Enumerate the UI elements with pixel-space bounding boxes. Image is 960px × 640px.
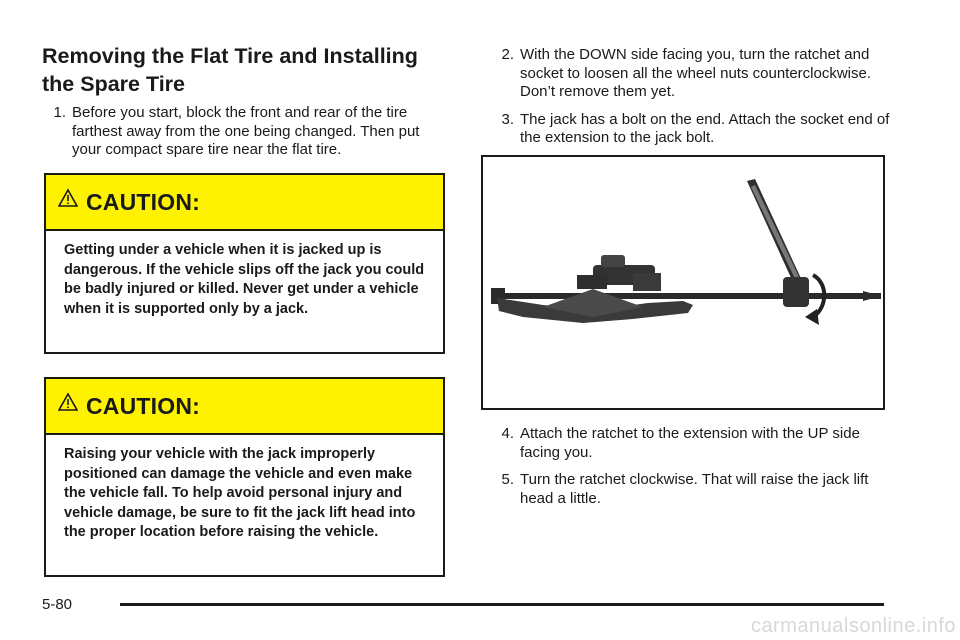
steps-right-column-lower: [490, 425, 890, 517]
step-5: [490, 471, 890, 508]
watermark: carmanualsonline.info: [750, 615, 956, 637]
step-number: 2.: [501, 46, 514, 63]
caution-body: Raising your vehicle with the jack improperly positioned can damage the vehicle and even make the vehicle fall. To help avoid personal injury and vehicle damage, be sure to fit the jack lift head into the proper location before raising the vehicle.: [64, 446, 416, 541]
section-heading: [42, 42, 442, 98]
step-2: [490, 46, 890, 102]
page-number: 5-80: [42, 596, 73, 613]
step-number: 4.: [501, 425, 514, 442]
heading-line-1: Removing the Flat Tire and Installing: [42, 44, 418, 68]
jack-illustration: [481, 155, 885, 410]
step-text: Attach the ratchet to the extension with the UP side facing you.: [520, 425, 860, 461]
caution-title: CAUTION:: [86, 188, 201, 215]
jack-with-ratchet-image: [483, 157, 883, 408]
footer-divider: [120, 603, 884, 606]
warning-icon: [58, 392, 78, 412]
step-text: With the DOWN side facing you, turn the ratchet and socket to loosen all the wheel nuts counterclockwise. Don’t remove them yet.: [520, 46, 872, 100]
caution-title: CAUTION:: [86, 392, 201, 419]
step-number: 3.: [501, 110, 514, 128]
caution-header: [46, 379, 443, 435]
caution-box-2: [44, 377, 445, 577]
step-text: The jack has a bolt on the end. Attach the socket end of the extension to the jack bolt.: [520, 110, 890, 146]
step-number: 1.: [53, 104, 66, 121]
caution-header: [46, 175, 443, 231]
steps-left-column: [42, 104, 446, 169]
step-4: [490, 425, 890, 462]
step-text: Turn the ratchet clockwise. That will raise the jack lift head a little.: [520, 471, 869, 507]
step-3: [490, 111, 890, 148]
caution-box-1: [44, 173, 445, 354]
step-number: 5.: [501, 471, 514, 488]
heading-line-2: the Spare Tire: [42, 72, 185, 96]
steps-right-column: [490, 46, 890, 157]
step-1: [42, 104, 446, 160]
caution-body: Getting under a vehicle when it is jacked up is dangerous. If the vehicle slips off the jack you could be badly injured or killed. Never get under a vehicle when it is supported only by a jack.: [64, 242, 425, 317]
step-text: Before you start, block the front and rear of the tire farthest away from the one being changed. Then put your compact spare tire near the flat tire.: [72, 104, 420, 158]
warning-icon: [58, 188, 78, 208]
